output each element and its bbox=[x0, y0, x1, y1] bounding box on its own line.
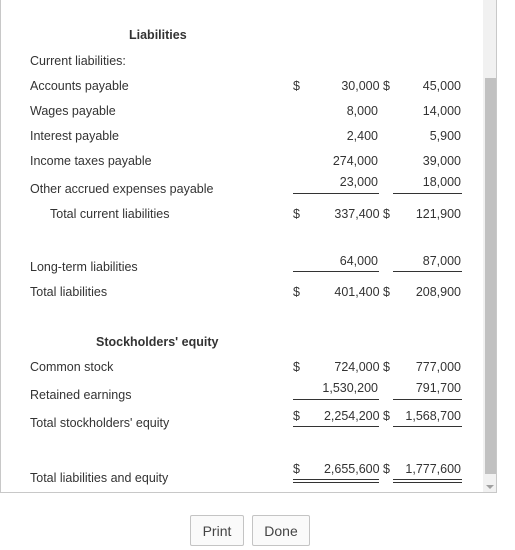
income-taxes-payable-value-2: 39,000 bbox=[422, 154, 461, 168]
total-liab-equity-value-2: 1,777,600 bbox=[405, 462, 461, 476]
total-liabilities-dollar-1: $ bbox=[293, 285, 300, 299]
common-stock-dollar-1: $ bbox=[293, 360, 300, 374]
long-term-label: Long-term liabilities bbox=[30, 260, 138, 274]
wages-payable-value-2: 14,000 bbox=[422, 104, 461, 118]
long-term-underline-1 bbox=[293, 271, 379, 272]
done-button[interactable]: Done bbox=[252, 515, 310, 546]
total-equity-dollar-1: $ bbox=[293, 409, 300, 423]
retained-earnings-value-1: 1,530,200 bbox=[322, 381, 378, 395]
accounts-payable-value-1: 30,000 $ bbox=[341, 79, 390, 93]
income-taxes-payable-label: Income taxes payable bbox=[30, 154, 152, 168]
retained-earnings-underline-2 bbox=[393, 399, 462, 400]
total-liab-equity-dollar-1: $ bbox=[293, 462, 300, 476]
other-accrued-value-1: 23,000 bbox=[339, 175, 378, 189]
other-accrued-value-2: 18,000 bbox=[422, 175, 461, 189]
total-liabilities-label: Total liabilities bbox=[30, 285, 108, 299]
other-accrued-underline-2 bbox=[393, 193, 462, 194]
accounts-payable-dollar-1: $ bbox=[293, 79, 300, 93]
equity-heading: Stockholders' equity bbox=[96, 335, 219, 349]
total-liab-equity-label: Total liabilities and equity bbox=[30, 471, 169, 485]
other-accrued-underline-1 bbox=[293, 193, 379, 194]
interest-payable-value-2: 5,900 bbox=[429, 129, 461, 143]
retained-earnings-underline-1 bbox=[293, 399, 379, 400]
accounts-payable-value-2: 45,000 bbox=[422, 79, 461, 93]
common-stock-label: Common stock bbox=[30, 360, 114, 374]
total-current-dollar-1: $ bbox=[293, 207, 300, 221]
wages-payable-value-1: 8,000 bbox=[346, 104, 378, 118]
long-term-underline-2 bbox=[393, 271, 462, 272]
total-equity-value-2: 1,568,700 bbox=[405, 409, 461, 423]
total-current-value-2: 121,900 bbox=[415, 207, 461, 221]
income-taxes-payable-value-1: 274,000 bbox=[332, 154, 378, 168]
interest-payable-value-1: 2,400 bbox=[346, 129, 378, 143]
total-current-label: Total current liabilities bbox=[50, 207, 170, 221]
total-equity-underline-1 bbox=[293, 426, 379, 427]
liabilities-heading: Liabilities bbox=[129, 28, 187, 42]
total-equity-label: Total stockholders' equity bbox=[30, 416, 170, 430]
total-liabilities-value-1: 401,400 $ bbox=[334, 285, 390, 299]
total-liab-equity-value-1: 2,655,600 $ bbox=[323, 462, 390, 476]
accounts-payable-label: Accounts payable bbox=[30, 79, 129, 93]
total-equity-value-1: 2,254,200 $ bbox=[323, 409, 390, 423]
interest-payable-label: Interest payable bbox=[30, 129, 119, 143]
common-stock-value-2: 777,000 bbox=[415, 360, 461, 374]
wages-payable-label: Wages payable bbox=[30, 104, 116, 118]
total-liab-equity-double-underline-1 bbox=[293, 479, 379, 483]
total-liabilities-value-2: 208,900 bbox=[415, 285, 461, 299]
long-term-value-1: 64,000 bbox=[339, 254, 378, 268]
scrollbar-thumb[interactable] bbox=[485, 78, 496, 474]
vertical-scrollbar[interactable] bbox=[483, 0, 497, 492]
total-current-value-1: 337,400 $ bbox=[334, 207, 390, 221]
total-liab-equity-double-underline-2 bbox=[393, 479, 462, 483]
print-button[interactable]: Print bbox=[190, 515, 244, 546]
retained-earnings-value-2: 791,700 bbox=[415, 381, 461, 395]
scroll-down-arrow-icon[interactable] bbox=[486, 485, 494, 489]
current-liabilities-label: Current liabilities: bbox=[30, 54, 126, 68]
long-term-value-2: 87,000 bbox=[422, 254, 461, 268]
other-accrued-label: Other accrued expenses payable bbox=[30, 182, 214, 196]
common-stock-value-1: 724,000 $ bbox=[334, 360, 390, 374]
retained-earnings-label: Retained earnings bbox=[30, 388, 132, 402]
total-equity-underline-2 bbox=[393, 426, 462, 427]
